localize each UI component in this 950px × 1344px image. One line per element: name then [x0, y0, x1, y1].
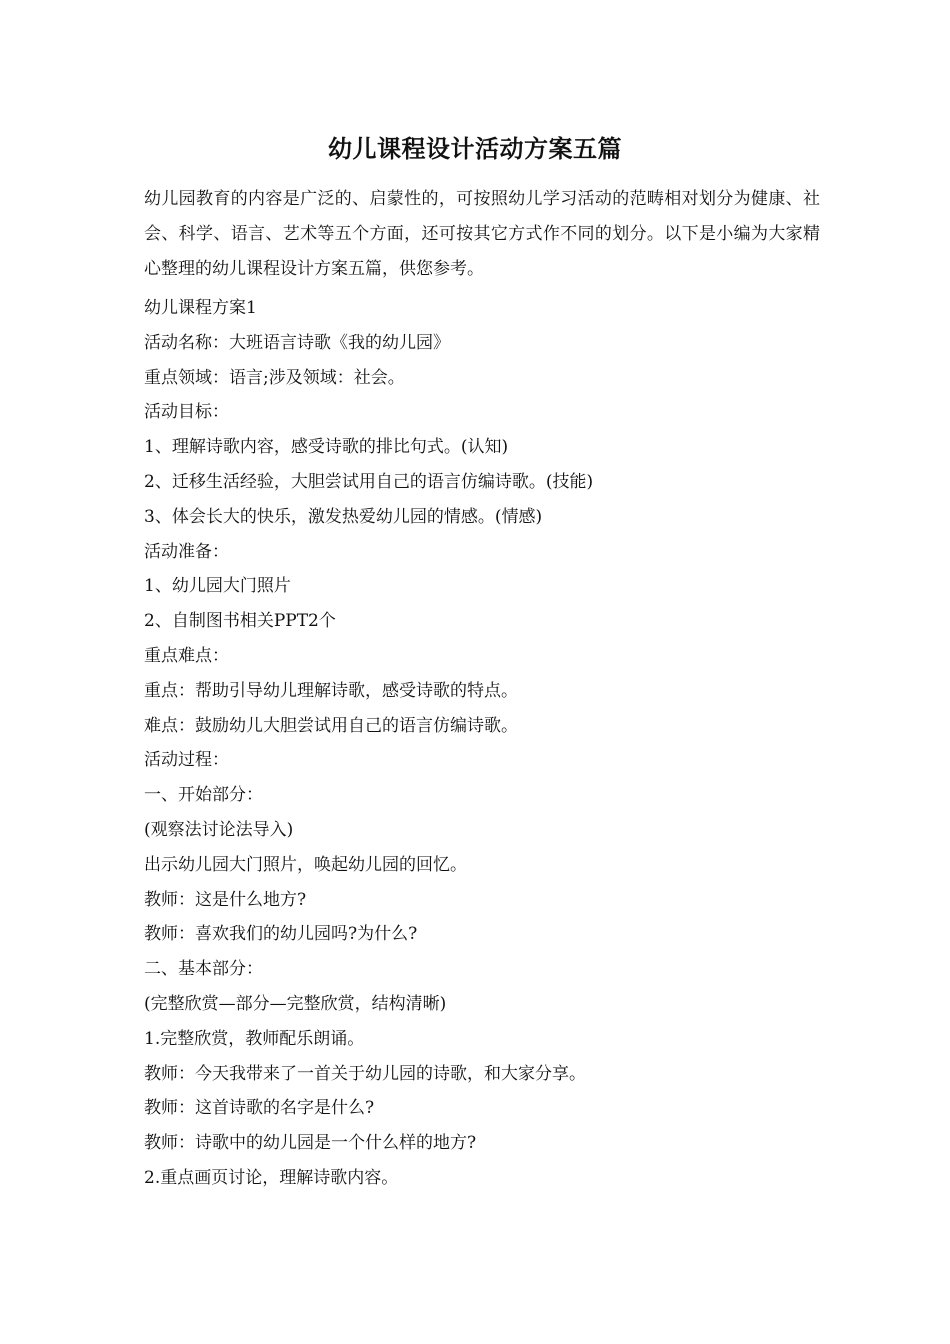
body-line: 教师：这是什么地方? [144, 889, 307, 910]
body-line: (完整欣赏—部分—完整欣赏，结构清晰) [144, 993, 447, 1014]
body-line: (观察法讨论法导入) [144, 819, 294, 840]
body-line: 1、幼儿园大门照片 [144, 576, 291, 597]
body-line: 2、自制图书相关PPT2个 [144, 611, 336, 632]
intro-paragraph: 幼儿园教育的内容是广泛的、启蒙性的，可按照幼儿学习活动的范畴相对划分为健康、社会、科学、语言、艺术等五个方面，还可按其它方式作不同的划分。以下是小编为大家精心整理的幼儿课程设计方案五篇，供您参考。 [144, 189, 820, 279]
body-line: 重点：帮助引导幼儿理解诗歌，感受诗歌的特点。 [144, 680, 518, 701]
body-line: 1.完整欣赏，教师配乐朗诵。 [144, 1028, 365, 1049]
body-line: 教师：今天我带来了一首关于幼儿园的诗歌，和大家分享。 [144, 1063, 586, 1084]
body-line: 活动过程： [144, 750, 229, 771]
body-line: 教师：这首诗歌的名字是什么? [144, 1098, 375, 1119]
body-line: 活动准备： [144, 541, 229, 562]
body-line: 出示幼儿园大门照片，唤起幼儿园的回忆。 [144, 854, 467, 875]
body-line: 教师：诗歌中的幼儿园是一个什么样的地方? [144, 1133, 477, 1154]
body-line: 2、迁移生活经验，大胆尝试用自己的语言仿编诗歌。(技能) [144, 471, 594, 492]
body-line: 二、基本部分： [144, 959, 263, 980]
body-line: 幼儿课程方案1 [144, 298, 257, 318]
document-title: 幼儿课程设计活动方案五篇 [328, 134, 622, 163]
body-line: 1、理解诗歌内容，感受诗歌的排比句式。(认知) [144, 437, 509, 458]
body-line: 活动名称：大班语言诗歌《我的幼儿园》 [144, 332, 450, 353]
body-line: 重点难点： [144, 645, 229, 666]
body-line: 教师：喜欢我们的幼儿园吗?为什么? [144, 924, 418, 945]
body-line: 一、开始部分： [144, 785, 263, 806]
body-lines [144, 291, 820, 1196]
body-line: 2.重点画页讨论，理解诗歌内容。 [144, 1167, 399, 1188]
body-line: 活动目标： [144, 402, 229, 423]
body-line: 重点领域：语言;涉及领域：社会。 [144, 367, 405, 388]
body-line: 难点：鼓励幼儿大胆尝试用自己的语言仿编诗歌。 [144, 715, 518, 736]
body-line: 3、体会长大的快乐，激发热爱幼儿园的情感。(情感) [144, 506, 543, 527]
